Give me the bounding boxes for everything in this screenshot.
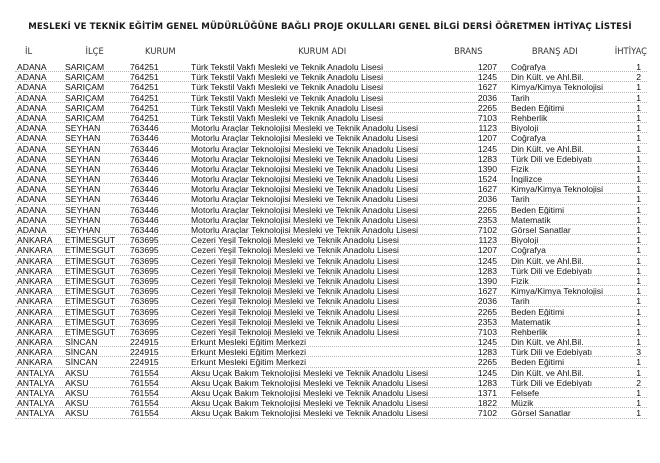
cell-kurum: 763695 xyxy=(130,275,159,286)
table-row xyxy=(15,398,647,408)
cell-ihtiyac: 1 xyxy=(636,265,641,276)
cell-il: ANTALYA xyxy=(17,388,55,398)
cell-ilce: ETİMESGUT xyxy=(65,245,116,256)
cell-brans-adi: Biyoloji xyxy=(511,235,539,245)
cell-brans: 2265 xyxy=(477,204,497,215)
page-title: MESLEKİ VE TEKNİK EĞİTİM GENEL MÜDÜRLÜĞÜNE BAĞLI PROJE OKULLARI GENEL BİLGİ DERSİ ÖĞRETMEN İHTİYAÇ LİSTESİ xyxy=(28,22,632,32)
cell-ilce: ETİMESGUT xyxy=(65,296,116,307)
cell-brans: 1207 xyxy=(477,62,497,72)
table-row xyxy=(15,184,647,194)
cell-ihtiyac: 1 xyxy=(636,184,641,195)
cell-kurum-adi: Motorlu Araçlar Teknolojisi Mesleki ve Teknik Anadolu Lisesi xyxy=(191,133,419,143)
cell-brans-adi: Tarih xyxy=(511,296,530,306)
table-row xyxy=(15,93,647,103)
cell-ilce: SARIÇAM xyxy=(65,102,105,113)
table-row xyxy=(15,82,647,92)
cell-ilce: AKSU xyxy=(65,367,89,378)
cell-kurum-adi: Motorlu Araçlar Teknolojisi Mesleki ve Teknik Anadolu Lisesi xyxy=(191,184,419,194)
cell-kurum-adi: Türk Tekstil Vakfı Mesleki ve Teknik Anadolu Lisesi xyxy=(191,92,384,102)
cell-ilce: SARIÇAM xyxy=(65,72,105,83)
cell-brans: 7103 xyxy=(477,112,497,123)
table-row xyxy=(15,113,647,123)
cell-kurum-adi: Cezeri Yeşil Teknoloji Mesleki ve Teknik Anadolu Lisesi xyxy=(191,286,399,296)
cell-ilce: ETİMESGUT xyxy=(65,316,116,327)
cell-kurum: 763695 xyxy=(130,326,159,337)
cell-kurum: 764251 xyxy=(130,112,159,123)
cell-ihtiyac: 1 xyxy=(636,398,641,409)
cell-ihtiyac: 1 xyxy=(636,245,641,256)
cell-kurum-adi: Aksu Uçak Bakım Teknolojisi Mesleki ve Teknik Anadolu Lisesi xyxy=(191,408,429,418)
cell-ilce: SEYHAN xyxy=(65,163,101,174)
cell-brans-adi: Felsefe xyxy=(511,388,540,398)
table-row xyxy=(15,194,647,204)
cell-il: ANKARA xyxy=(17,245,53,256)
cell-kurum: 763446 xyxy=(130,194,159,205)
table-row xyxy=(15,154,647,164)
table-row xyxy=(15,144,647,154)
cell-ihtiyac: 1 xyxy=(636,112,641,123)
cell-kurum-adi: Aksu Uçak Bakım Teknolojisi Mesleki ve Teknik Anadolu Lisesi xyxy=(191,398,429,408)
table-row xyxy=(15,388,647,398)
cell-brans: 2353 xyxy=(477,214,497,225)
cell-il: ADANA xyxy=(17,214,47,225)
header-kurum: KURUM xyxy=(145,46,176,56)
cell-kurum-adi: Aksu Uçak Bakım Teknolojisi Mesleki ve Teknik Anadolu Lisesi xyxy=(191,377,429,387)
table-row xyxy=(15,133,647,143)
cell-il: ANTALYA xyxy=(17,367,55,378)
cell-ihtiyac: 1 xyxy=(636,275,641,286)
cell-il: ANKARA xyxy=(17,337,53,348)
cell-brans-adi: Müzik xyxy=(511,398,534,408)
table-header xyxy=(15,44,647,58)
table-row xyxy=(15,296,647,306)
cell-il: ANTALYA xyxy=(17,408,55,419)
cell-kurum-adi: Erkunt Mesleki Eğitim Merkezi xyxy=(191,337,307,347)
cell-kurum-adi: Cezeri Yeşil Teknoloji Mesleki ve Teknik Anadolu Lisesi xyxy=(191,245,399,255)
cell-brans: 2036 xyxy=(477,296,497,307)
cell-brans-adi: Rehberlik xyxy=(511,112,548,123)
cell-ihtiyac: 1 xyxy=(636,82,641,93)
cell-kurum: 763446 xyxy=(130,153,159,164)
cell-ihtiyac: 1 xyxy=(636,225,641,235)
cell-brans-adi: Matematik xyxy=(511,316,551,326)
cell-kurum-adi: Erkunt Mesleki Eğitim Merkezi xyxy=(191,357,307,367)
cell-kurum-adi: Cezeri Yeşil Teknoloji Mesleki ve Teknik Anadolu Lisesi xyxy=(191,255,399,265)
cell-brans: 1245 xyxy=(477,72,497,83)
cell-kurum: 761554 xyxy=(130,377,159,388)
cell-il: ADANA xyxy=(17,102,47,113)
cell-kurum-adi: Cezeri Yeşil Teknoloji Mesleki ve Teknik Anadolu Lisesi xyxy=(191,265,399,275)
cell-brans-adi: Kimya/Kimya Teknolojisi xyxy=(511,286,604,296)
cell-kurum-adi: Cezeri Yeşil Teknoloji Mesleki ve Teknik Anadolu Lisesi xyxy=(191,326,399,337)
table-row xyxy=(15,164,647,174)
table-body xyxy=(15,62,647,419)
cell-brans: 1371 xyxy=(477,388,497,398)
cell-kurum-adi: Motorlu Araçlar Teknolojisi Mesleki ve Teknik Anadolu Lisesi xyxy=(191,123,419,133)
cell-ihtiyac: 1 xyxy=(636,326,641,337)
cell-ihtiyac: 1 xyxy=(636,286,641,297)
table-row xyxy=(15,357,647,367)
cell-brans-adi: Din Kült. ve Ahl.Bil. xyxy=(511,143,584,153)
cell-brans: 1245 xyxy=(477,143,497,154)
cell-il: ADANA xyxy=(17,72,47,83)
cell-brans-adi: Biyoloji xyxy=(511,123,539,133)
header-brans-adi: BRANŞ ADI xyxy=(531,46,578,56)
teacher-needs-table xyxy=(15,44,647,419)
cell-brans: 7102 xyxy=(477,225,497,235)
cell-brans: 1123 xyxy=(478,123,497,134)
cell-ilce: AKSU xyxy=(65,398,89,409)
cell-kurum-adi: Aksu Uçak Bakım Teknolojisi Mesleki ve Teknik Anadolu Lisesi xyxy=(191,367,429,377)
cell-ihtiyac: 1 xyxy=(636,408,641,419)
cell-ihtiyac: 1 xyxy=(636,235,641,246)
cell-kurum-adi: Türk Tekstil Vakfı Mesleki ve Teknik Anadolu Lisesi xyxy=(191,82,384,92)
cell-il: ADANA xyxy=(17,204,47,215)
cell-brans: 1627 xyxy=(477,184,497,195)
header-il: İL xyxy=(25,46,33,56)
cell-il: ADANA xyxy=(17,225,47,235)
cell-ilce: AKSU xyxy=(65,377,89,388)
cell-ihtiyac: 1 xyxy=(636,316,641,327)
cell-brans: 1283 xyxy=(477,377,497,388)
cell-kurum: 763695 xyxy=(130,265,159,276)
cell-il: ANTALYA xyxy=(17,377,55,388)
cell-brans: 2265 xyxy=(477,102,497,113)
cell-ilce: SEYHAN xyxy=(65,123,101,134)
table-row xyxy=(15,307,647,317)
cell-kurum-adi: Motorlu Araçlar Teknolojisi Mesleki ve Teknik Anadolu Lisesi xyxy=(191,153,419,163)
cell-kurum: 763446 xyxy=(130,163,159,174)
cell-kurum-adi: Aksu Uçak Bakım Teknolojisi Mesleki ve Teknik Anadolu Lisesi xyxy=(191,388,429,398)
cell-brans-adi: Türk Dili ve Edebiyatı xyxy=(511,377,593,387)
table-row xyxy=(15,337,647,347)
cell-ilce: SİNCAN xyxy=(65,347,98,358)
cell-ihtiyac: 1 xyxy=(636,143,641,154)
cell-kurum: 763446 xyxy=(130,174,159,185)
table-row xyxy=(15,266,647,276)
cell-kurum: 224915 xyxy=(130,357,159,368)
cell-kurum-adi: Motorlu Araçlar Teknolojisi Mesleki ve Teknik Anadolu Lisesi xyxy=(191,143,419,153)
cell-brans-adi: Kimya/Kimya Teknolojisi xyxy=(511,82,604,92)
cell-kurum: 224915 xyxy=(130,347,159,358)
cell-kurum: 763695 xyxy=(130,255,159,266)
cell-kurum-adi: Cezeri Yeşil Teknoloji Mesleki ve Teknik Anadolu Lisesi xyxy=(191,296,399,306)
cell-brans: 1524 xyxy=(477,174,497,185)
cell-brans-adi: Türk Dili ve Edebiyatı xyxy=(511,153,593,163)
table-row xyxy=(15,347,647,357)
cell-brans: 1283 xyxy=(477,153,497,164)
cell-ilce: ETİMESGUT xyxy=(65,255,116,266)
cell-kurum-adi: Türk Tekstil Vakfı Mesleki ve Teknik Anadolu Lisesi xyxy=(191,62,384,72)
cell-ilce: ETİMESGUT xyxy=(65,306,116,317)
table-row xyxy=(15,103,647,113)
cell-il: ANKARA xyxy=(17,326,53,337)
cell-brans-adi: Beden Eğitimi xyxy=(511,357,565,367)
cell-kurum-adi: Motorlu Araçlar Teknolojisi Mesleki ve Teknik Anadolu Lisesi xyxy=(191,225,419,235)
cell-ihtiyac: 1 xyxy=(636,102,641,113)
cell-brans-adi: Din Kült. ve Ahl.Bil. xyxy=(511,367,584,377)
cell-il: ADANA xyxy=(17,153,47,164)
cell-brans-adi: Din Kült. ve Ahl.Bil. xyxy=(511,255,584,265)
cell-kurum: 764251 xyxy=(130,72,159,83)
cell-ilce: SARIÇAM xyxy=(65,92,105,103)
cell-brans: 2265 xyxy=(477,357,497,368)
cell-brans-adi: Coğrafya xyxy=(511,62,546,72)
cell-ihtiyac: 1 xyxy=(636,153,641,164)
cell-kurum-adi: Motorlu Araçlar Teknolojisi Mesleki ve Teknik Anadolu Lisesi xyxy=(191,163,419,174)
table-row xyxy=(15,286,647,296)
cell-brans-adi: Görsel Sanatlar xyxy=(511,225,571,235)
cell-il: ADANA xyxy=(17,133,47,144)
cell-il: ANKARA xyxy=(17,357,53,368)
cell-brans-adi: Türk Dili ve Edebiyatı xyxy=(511,347,593,357)
cell-ilce: ETİMESGUT xyxy=(65,265,116,276)
cell-kurum: 763695 xyxy=(130,235,159,246)
cell-ihtiyac: 1 xyxy=(636,306,641,317)
cell-brans: 2036 xyxy=(477,194,497,205)
cell-brans: 1283 xyxy=(477,347,497,358)
cell-il: ADANA xyxy=(17,92,47,103)
cell-ihtiyac: 2 xyxy=(636,72,641,83)
cell-kurum: 763695 xyxy=(130,296,159,307)
cell-kurum: 761554 xyxy=(130,367,159,378)
cell-il: ADANA xyxy=(17,194,47,205)
cell-kurum-adi: Türk Tekstil Vakfı Mesleki ve Teknik Anadolu Lisesi xyxy=(191,112,384,123)
table-row xyxy=(15,62,647,72)
cell-il: ANKARA xyxy=(17,255,53,266)
cell-kurum-adi: Motorlu Araçlar Teknolojisi Mesleki ve Teknik Anadolu Lisesi xyxy=(191,214,419,224)
cell-ihtiyac: 1 xyxy=(636,255,641,266)
cell-kurum-adi: Motorlu Araçlar Teknolojisi Mesleki ve Teknik Anadolu Lisesi xyxy=(191,204,419,214)
cell-kurum-adi: Motorlu Araçlar Teknolojisi Mesleki ve Teknik Anadolu Lisesi xyxy=(191,174,419,184)
cell-brans: 1123 xyxy=(478,235,497,246)
cell-ilce: AKSU xyxy=(65,388,89,398)
cell-il: ADANA xyxy=(17,82,47,93)
cell-ilce: AKSU xyxy=(65,408,89,419)
table-row xyxy=(15,245,647,255)
cell-brans-adi: Türk Dili ve Edebiyatı xyxy=(511,265,593,275)
cell-ilce: SEYHAN xyxy=(65,214,101,225)
cell-kurum-adi: Cezeri Yeşil Teknoloji Mesleki ve Teknik Anadolu Lisesi xyxy=(191,306,399,316)
cell-kurum: 763446 xyxy=(130,225,159,235)
cell-brans-adi: Beden Eğitimi xyxy=(511,102,565,112)
cell-il: ADANA xyxy=(17,112,47,123)
cell-kurum: 763695 xyxy=(130,306,159,317)
cell-ihtiyac: 1 xyxy=(636,194,641,205)
cell-il: ADANA xyxy=(17,184,47,195)
table-row xyxy=(15,368,647,378)
header-ilce: İLÇE xyxy=(85,46,104,56)
cell-ihtiyac: 1 xyxy=(636,123,641,134)
cell-kurum-adi: Cezeri Yeşil Teknoloji Mesleki ve Teknik Anadolu Lisesi xyxy=(191,235,399,245)
header-brans: BRANS xyxy=(454,46,483,56)
cell-ihtiyac: 1 xyxy=(636,62,641,72)
cell-kurum: 763446 xyxy=(130,133,159,144)
cell-kurum: 763446 xyxy=(130,214,159,225)
table-row xyxy=(15,408,647,418)
cell-kurum: 761554 xyxy=(130,398,159,409)
cell-kurum-adi: Cezeri Yeşil Teknoloji Mesleki ve Teknik Anadolu Lisesi xyxy=(191,316,399,326)
cell-il: ADANA xyxy=(17,174,47,185)
cell-brans: 2265 xyxy=(477,306,497,317)
cell-ilce: SARIÇAM xyxy=(65,82,105,93)
cell-brans-adi: Din Kült. ve Ahl.Bil. xyxy=(511,337,584,347)
cell-brans: 1207 xyxy=(477,133,497,144)
cell-il: ANKARA xyxy=(17,286,53,297)
table-row xyxy=(15,378,647,388)
cell-ilce: SEYHAN xyxy=(65,194,101,205)
cell-brans: 1207 xyxy=(477,245,497,256)
cell-ilce: SEYHAN xyxy=(65,133,101,144)
cell-brans-adi: Görsel Sanatlar xyxy=(511,408,571,418)
cell-brans-adi: İngilizce xyxy=(511,174,543,184)
cell-brans: 1390 xyxy=(477,163,497,174)
cell-il: ANKARA xyxy=(17,306,53,317)
cell-brans: 1390 xyxy=(477,275,497,286)
cell-brans-adi: Din Kült. ve Ahl.Bil. xyxy=(511,72,584,82)
cell-brans: 1627 xyxy=(477,82,497,93)
cell-ilce: SARIÇAM xyxy=(65,112,105,123)
table-row xyxy=(15,174,647,184)
cell-brans-adi: Coğrafya xyxy=(511,133,546,143)
cell-kurum: 761554 xyxy=(130,408,159,419)
cell-brans: 1245 xyxy=(477,337,497,348)
cell-kurum-adi: Cezeri Yeşil Teknoloji Mesleki ve Teknik Anadolu Lisesi xyxy=(191,275,399,286)
cell-ihtiyac: 1 xyxy=(636,133,641,144)
cell-brans: 7103 xyxy=(477,326,497,337)
cell-il: ANKARA xyxy=(17,235,53,246)
cell-brans: 1283 xyxy=(477,265,497,276)
cell-kurum: 763695 xyxy=(130,316,159,327)
cell-ilce: SARIÇAM xyxy=(65,62,105,72)
cell-ilce: SEYHAN xyxy=(65,143,101,154)
cell-kurum: 764251 xyxy=(130,92,159,103)
cell-brans-adi: Coğrafya xyxy=(511,245,546,255)
cell-ihtiyac: 1 xyxy=(636,92,641,103)
table-row xyxy=(15,256,647,266)
cell-kurum: 763446 xyxy=(130,143,159,154)
cell-il: ANKARA xyxy=(17,296,53,307)
cell-ilce: SEYHAN xyxy=(65,184,101,195)
cell-ihtiyac: 1 xyxy=(636,214,641,225)
cell-kurum: 224915 xyxy=(130,337,159,348)
cell-kurum-adi: Türk Tekstil Vakfı Mesleki ve Teknik Anadolu Lisesi xyxy=(191,72,384,82)
cell-brans: 2036 xyxy=(477,92,497,103)
cell-kurum-adi: Motorlu Araçlar Teknolojisi Mesleki ve Teknik Anadolu Lisesi xyxy=(191,194,419,204)
cell-brans-adi: Kimya/Kimya Teknolojisi xyxy=(511,184,604,194)
cell-brans: 1627 xyxy=(477,286,497,297)
cell-brans-adi: Beden Eğitimi xyxy=(511,306,565,316)
table-row xyxy=(15,123,647,133)
cell-brans-adi: Fizik xyxy=(511,275,529,286)
table-row xyxy=(15,215,647,225)
table-row xyxy=(15,72,647,82)
cell-kurum: 763446 xyxy=(130,204,159,215)
table-row xyxy=(15,235,647,245)
header-kurum-adi: KURUM ADI xyxy=(298,46,347,56)
cell-il: ANKARA xyxy=(17,275,53,286)
cell-brans-adi: Tarih xyxy=(511,194,530,204)
cell-kurum-adi: Türk Tekstil Vakfı Mesleki ve Teknik Anadolu Lisesi xyxy=(191,102,384,112)
cell-ihtiyac: 1 xyxy=(636,388,641,398)
table-row xyxy=(15,225,647,235)
cell-ilce: SİNCAN xyxy=(65,357,98,368)
cell-ilce: SEYHAN xyxy=(65,153,101,164)
cell-ihtiyac: 1 xyxy=(636,163,641,174)
cell-kurum: 763446 xyxy=(130,123,159,134)
cell-kurum: 763446 xyxy=(130,184,159,195)
cell-brans: 1245 xyxy=(477,367,497,378)
cell-il: ADANA xyxy=(17,62,47,72)
cell-ilce: ETİMESGUT xyxy=(65,286,116,297)
cell-il: ANKARA xyxy=(17,316,53,327)
cell-il: ADANA xyxy=(17,143,47,154)
cell-ilce: SİNCAN xyxy=(65,337,98,348)
cell-kurum: 761554 xyxy=(130,388,159,398)
cell-ilce: SEYHAN xyxy=(65,204,101,215)
cell-ihtiyac: 1 xyxy=(636,367,641,378)
cell-ihtiyac: 1 xyxy=(636,337,641,348)
cell-kurum: 764251 xyxy=(130,62,159,72)
table-row xyxy=(15,205,647,215)
cell-kurum: 763695 xyxy=(130,286,159,297)
cell-brans-adi: Fizik xyxy=(511,163,529,174)
cell-ihtiyac: 2 xyxy=(636,377,641,388)
cell-il: ADANA xyxy=(17,163,47,174)
cell-brans: 1245 xyxy=(477,255,497,266)
cell-ilce: SEYHAN xyxy=(65,174,101,185)
cell-kurum: 764251 xyxy=(130,82,159,93)
cell-kurum-adi: Erkunt Mesleki Eğitim Merkezi xyxy=(191,347,307,357)
cell-ihtiyac: 1 xyxy=(636,174,641,185)
cell-brans: 2353 xyxy=(477,316,497,327)
cell-brans-adi: Tarih xyxy=(511,92,530,102)
cell-ihtiyac: 1 xyxy=(636,357,641,368)
cell-brans: 7102 xyxy=(477,408,497,419)
header-ihtiyac: İHTİYAÇ xyxy=(614,46,647,56)
cell-brans: 1822 xyxy=(477,398,497,409)
cell-il: ANKARA xyxy=(17,265,53,276)
cell-ihtiyac: 1 xyxy=(636,204,641,215)
cell-ilce: ETİMESGUT xyxy=(65,326,116,337)
cell-il: ADANA xyxy=(17,123,47,134)
table-row xyxy=(15,327,647,337)
cell-brans-adi: Beden Eğitimi xyxy=(511,204,565,214)
cell-ihtiyac: 3 xyxy=(636,347,641,358)
cell-brans-adi: Matematik xyxy=(511,214,551,224)
cell-brans-adi: Rehberlik xyxy=(511,326,548,337)
cell-il: ANTALYA xyxy=(17,398,55,409)
cell-ilce: ETİMESGUT xyxy=(65,275,116,286)
cell-ilce: ETİMESGUT xyxy=(65,235,116,246)
cell-ilce: SEYHAN xyxy=(65,225,101,235)
cell-kurum: 763695 xyxy=(130,245,159,256)
cell-kurum: 764251 xyxy=(130,102,159,113)
table-row xyxy=(15,276,647,286)
cell-ihtiyac: 1 xyxy=(636,296,641,307)
cell-il: ANKARA xyxy=(17,347,53,358)
table-row xyxy=(15,317,647,327)
